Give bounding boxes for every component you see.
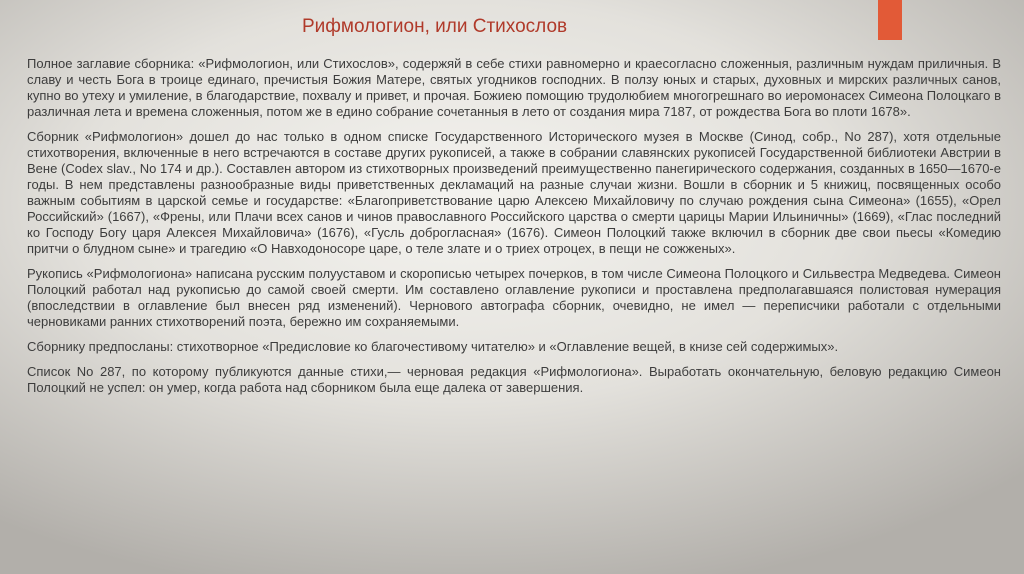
paragraph-handwriting: Рукопись «Рифмологиона» написана русским полууставом и скорописью четырех почерков, в том числе Симеона Полоцкого и Сильвестра Медведева. Симеон Полоцкий работал над рукописью до самой своей смерти. Им составлено оглавление рукописи и проставлена предполагавшаяся полистовая нумерация (впоследствии в оглавление был внесен ряд изменений). Чернового автографа сборник, очевидно, не имел — переписчики работали с отдельными черновиками ранних стихотворений поэта, бережно им сохраняемыми. bbox=[27, 266, 1001, 329]
paragraph-manuscript-history: Сборник «Рифмологион» дошел до нас только в одном списке Государственного Исторического музея в Москве (Синод, собр., No 287), хотя отдельные стихотворения, включенные в него встречаются в составе других рукописей, а также в собрании славянских рукописей Государственной библиотеки Австрии в Вене (Codex slav., No 174 и др.). Составлен автором из стихотворных произведений преимущественно панегирического содержания, созданных в 1650—1670-е годы. В нем представлены разнообразные виды приветственных декламаций на разные случаи жизни. Вошли в сборник и 5 книжиц, посвященных особо важным событиям в царской семье и государстве: «Благоприветствование царю Алексею Михайловичу по случаю рождения сына Симеона» (1655), «Орел Российский» (1667), «Френы, или Плачи всех санов и чинов православного Российского царства о смерти царицы Марии Ильиничны» (1669), «Глас последний ко Господу Богу царя Алексея Михайловича» (1676), «Гусль доброгласная» (1676). Симеон Полоцкий также включил в сборник две свои пьесы «Комедию притчи о блудном сыне» и трагедию «О Навходоносоре царе, о теле злате и о триех отроцех, в пещи не сожженых». bbox=[27, 129, 1001, 256]
paragraph-full-title: Полное заглавие сборника: «Рифмологион, или Стихослов», содержяй в себе стихи равномерно и краесогласно сложенныя, различным нуждам приличныя. В славу и честь Бога в троице единаго, пречистыя Божия Матере, святых угодников господних. В ползу юных и старых, духовных и мирских различных санов, купно во утеху и умиление, в благодарствие, похвалу и привет, и прочая. Божиею помощию трудолюбием многогрешнаго во иеромонасех Симеона Полоцкаго в различная лета и времена сложенныя, потом же в едино собрание сочетанныя в лето от создания мира 7187, от рождества Бога во плоти 1678». bbox=[27, 56, 1001, 119]
slide-title: Рифмологион, или Стихослов bbox=[302, 16, 568, 37]
paragraph-preface: Сборнику предпосланы: стихотворное «Предисловие ко благочестивому читателю» и «Оглавление вещей, в книзе сей содержимых». bbox=[27, 339, 839, 354]
slide-body bbox=[27, 56, 1001, 405]
paragraph-draft-edition: Список No 287, по которому публикуются данные стихи,— черновая редакция «Рифмологиона». Выработать окончательную, беловую редакцию Симеон Полоцкий не успел: он умер, когда работа над сборником была еще далека от завершения. bbox=[27, 364, 1001, 395]
accent-bar bbox=[878, 0, 902, 40]
